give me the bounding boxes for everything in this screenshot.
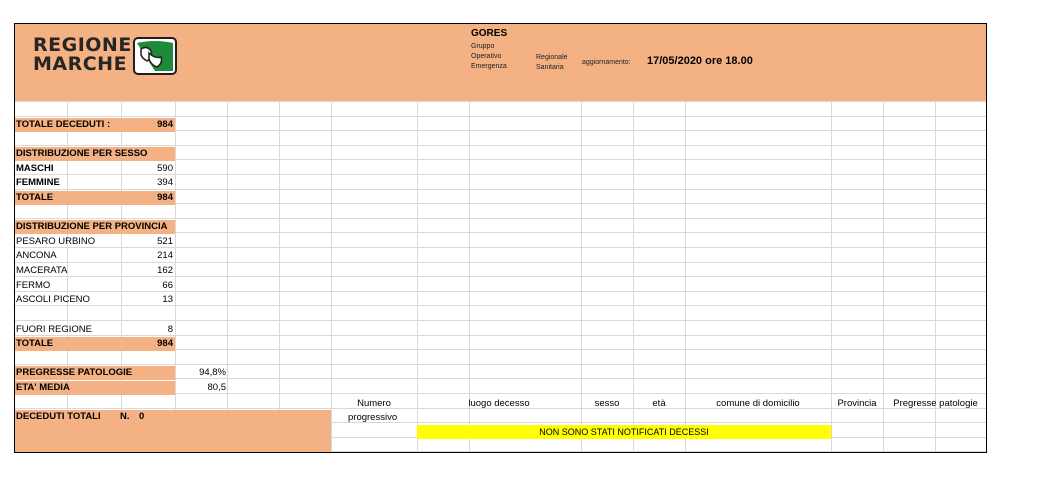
gores-sub-regionale: Regionale — [536, 54, 568, 61]
provincia-macerata-label: MACERATA — [16, 265, 68, 276]
grid-row-line — [15, 145, 987, 146]
col-numero-progressivo: Numero — [357, 398, 391, 409]
gores-sub-operativo: Operativo — [471, 53, 502, 60]
grid-column-line — [175, 101, 176, 451]
provincia-fermo-value: 66 — [162, 280, 173, 291]
deceduti-totali-n-label: N. — [120, 411, 130, 422]
col-numero-progressivo-line2: progressivo — [348, 412, 398, 423]
gores-title: GORES — [471, 28, 508, 39]
sesso-femmine-value: 394 — [157, 177, 173, 188]
fuori-regione-value: 8 — [167, 324, 173, 335]
deceduti-totali-label: DECEDUTI TOTALI — [16, 411, 101, 422]
provincia-ancona-label: ANCONA — [16, 250, 57, 261]
regione-marche-logo — [33, 36, 132, 74]
patologie-label: PREGRESSE PATOLOGIE — [16, 367, 133, 378]
header-band — [15, 24, 986, 101]
provincia-ascoli-label: ASCOLI PICENO — [16, 294, 90, 305]
eta-media-value: 80,5 — [207, 382, 226, 393]
empty-message: NON SONO STATI NOTIFICATI DECESSI — [539, 427, 709, 437]
aggiornamento-value: 17/05/2020 ore 18.00 — [647, 55, 753, 67]
fuori-regione-label: FUORI REGIONE — [16, 324, 93, 335]
provincia-totale-value: 984 — [157, 338, 173, 349]
spreadsheet — [14, 23, 987, 453]
sesso-title: DISTRIBUZIONE PER SESSO — [16, 148, 148, 159]
gores-sub-gruppo: Gruppo — [471, 43, 495, 50]
logo-line-1: REGIONE — [33, 34, 132, 56]
logo-line-2: MARCHE — [33, 53, 128, 75]
provincia-macerata-value: 162 — [157, 265, 173, 276]
col-eta: età — [652, 398, 666, 409]
col-provincia: Provincia — [837, 398, 877, 409]
sesso-maschi-value: 590 — [157, 163, 173, 174]
provincia-pesaro-label: PESARO URBINO — [16, 236, 96, 247]
grid-row-line — [15, 320, 987, 321]
deceduti-totali-n-value: 0 — [139, 411, 145, 422]
totale-deceduti-label: TOTALE DECEDUTI : — [16, 119, 111, 130]
provincia-totale-label: TOTALE — [16, 338, 54, 349]
provincia-pesaro-value: 521 — [157, 236, 173, 247]
sesso-maschi-label: MASCHI — [16, 163, 54, 174]
eta-media-label: ETA' MEDIA — [16, 382, 70, 393]
totale-deceduti-value: 984 — [157, 119, 173, 130]
col-pregresse-patologie: Pregresse patologie — [893, 398, 978, 409]
provincia-ancona-value: 214 — [157, 250, 173, 261]
grid-row-line — [15, 101, 987, 102]
gores-sub-emergenza: Emergenza — [471, 63, 507, 70]
sesso-femmine-label: FEMMINE — [16, 177, 60, 188]
grid-row-line — [15, 364, 987, 365]
patologie-value: 94,8% — [199, 367, 226, 378]
grid-row-line — [15, 116, 987, 117]
gores-sub-sanitaria: Sanitaria — [536, 64, 564, 71]
sesso-totale-value: 984 — [157, 192, 173, 203]
regione-marche-emblem-icon — [133, 37, 177, 75]
provincia-title: DISTRIBUZIONE PER PROVINCIA — [16, 221, 168, 232]
col-comune-domicilio: comune di domicilio — [716, 398, 800, 409]
gores-subtitle-right — [536, 53, 568, 73]
col-sesso: sesso — [594, 398, 620, 409]
gores-subtitle-left — [471, 42, 507, 72]
grid-row-line — [15, 218, 987, 219]
sesso-totale-label: TOTALE — [16, 192, 54, 203]
col-luogo-decesso: luogo decesso — [468, 398, 530, 409]
provincia-fermo-label: FERMO — [16, 280, 51, 291]
provincia-ascoli-value: 13 — [162, 294, 173, 305]
grid-column-line — [227, 101, 228, 451]
grid-column-line — [279, 101, 280, 451]
aggiornamento-label: aggiornamento: — [582, 59, 631, 66]
